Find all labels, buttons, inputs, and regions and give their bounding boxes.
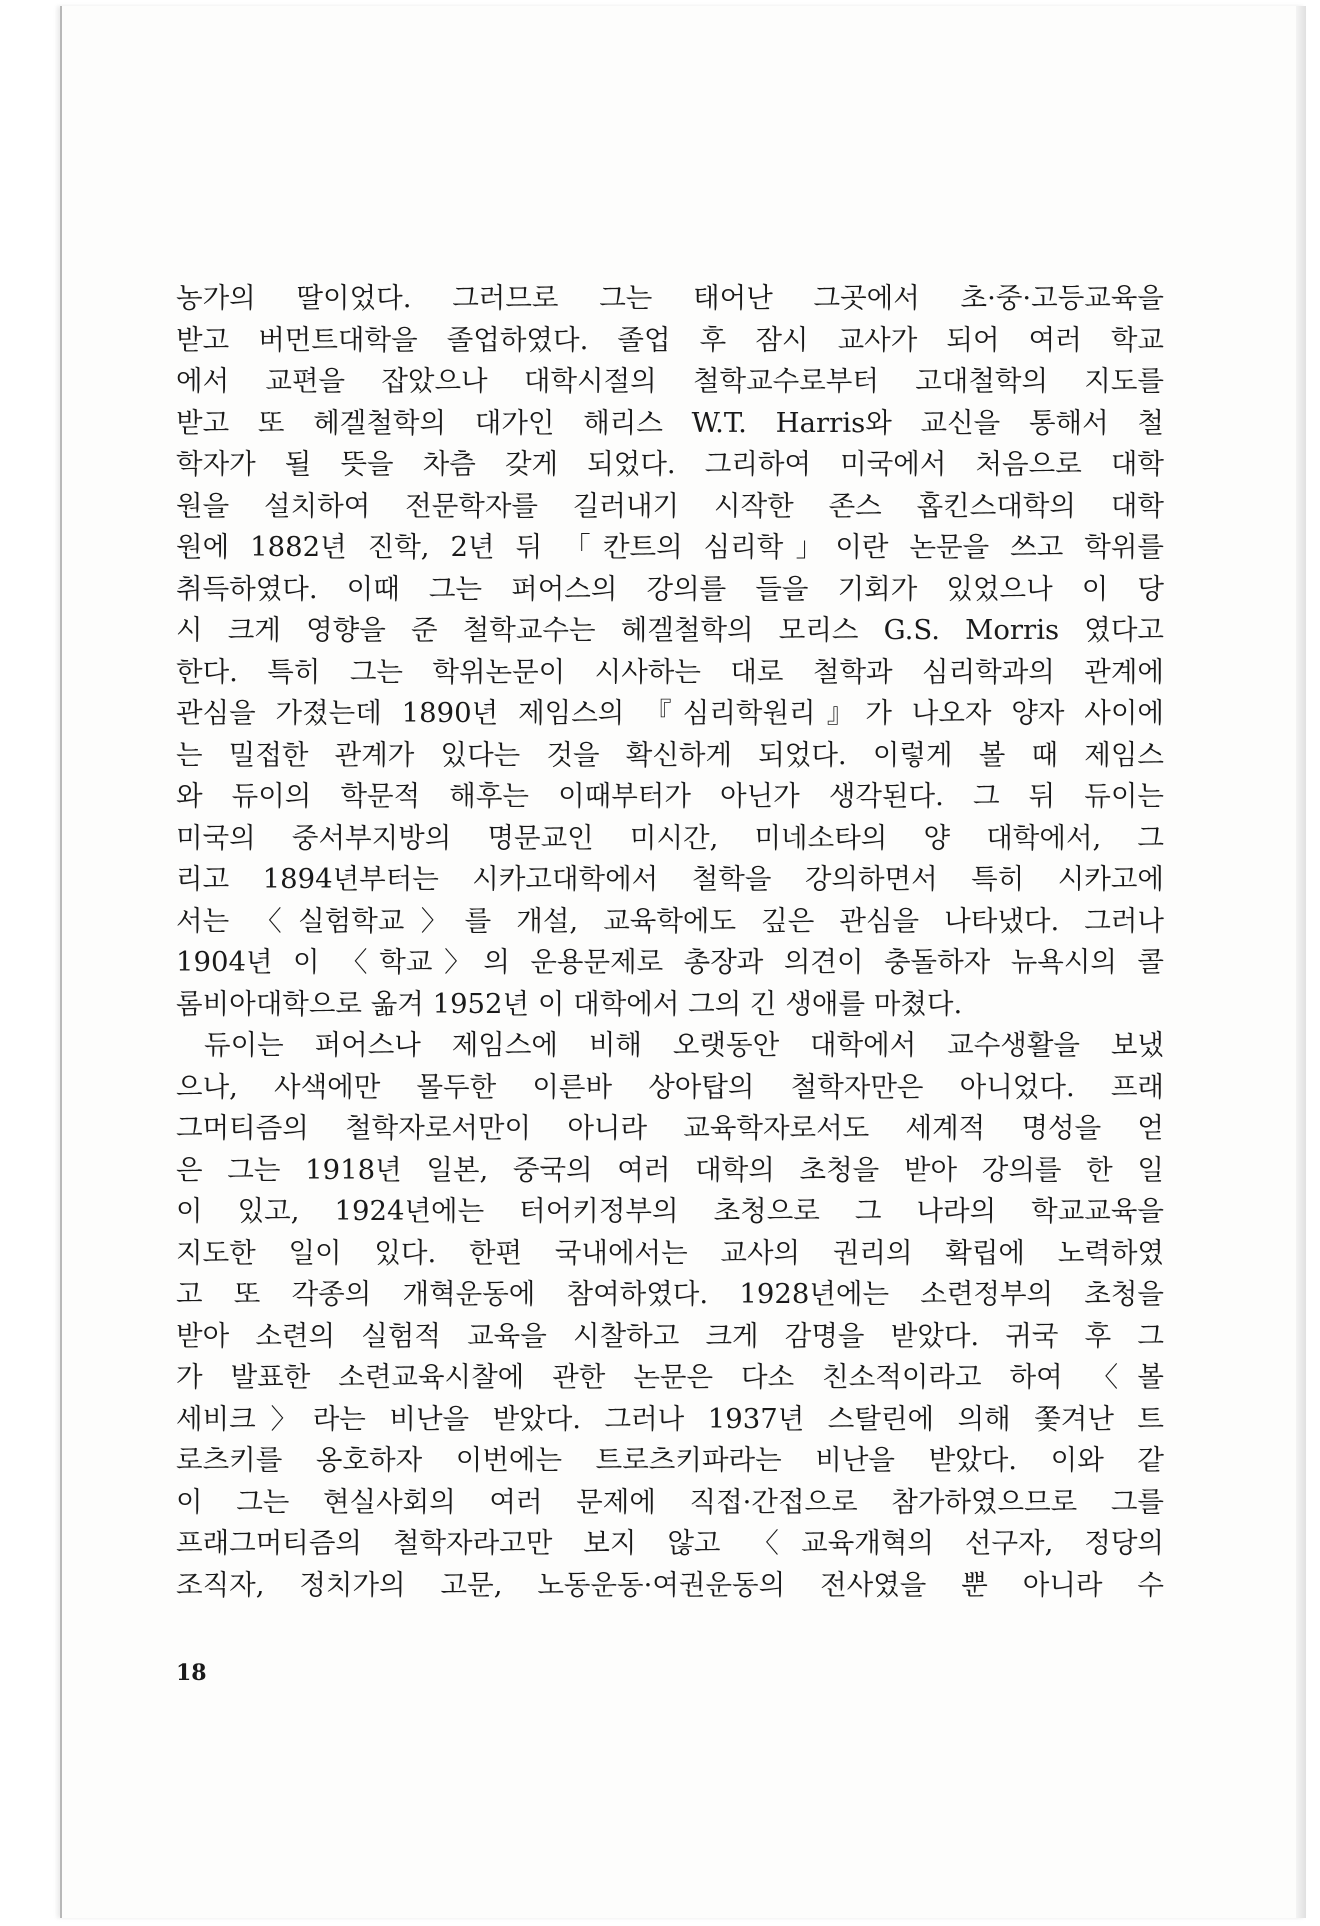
text-line: 학자가 될 뜻을 차츰 갖게 되었다. 그리하여 미국에서 처음으로 대학	[176, 448, 1164, 480]
text-line: 으나, 사색에만 몰두한 이른바 상아탑의 철학자만은 아니었다. 프래	[176, 1070, 1164, 1103]
text-line: 로츠키를 옹호하자 이번에는 트로츠키파라는 비난을 받았다. 이와 같	[176, 1444, 1164, 1476]
text-line: 고 또 각종의 개혁운동에 참여하였다. 1928년에는 소련정부의 초청을	[176, 1278, 1164, 1310]
text-line: 받아 소련의 실험적 교육을 시찰하고 크게 감명을 받았다. 귀국 후 그	[176, 1319, 1164, 1352]
text-line: 이 있고, 1924년에는 터어키정부의 초청으로 그 나라의 학교교육을	[176, 1195, 1164, 1227]
body-text	[176, 278, 1164, 1606]
text-line: 는 밀접한 관계가 있다는 것을 확신하게 되었다. 이렇게 볼 때 제임스	[176, 738, 1164, 771]
text-line: 취득하였다. 이때 그는 퍼어스의 강의를 들을 기회가 있었으나 이 당	[176, 572, 1164, 605]
text-line: 관심을 가졌는데 1890년 제임스의 『심리학원리』가 나오자 양자 사이에	[176, 697, 1164, 729]
text-line: 받고 또 헤겔철학의 대가인 해리스 W.T. Harris와 교신을 통해서 철	[176, 406, 1164, 439]
text-line: 1904년 이 〈학교〉의 운용문제로 총장과 의견이 충돌하자 뉴욕시의 콜	[176, 946, 1164, 978]
text-line: 미국의 중서부지방의 명문교인 미시간, 미네소타의 양 대학에서, 그	[176, 821, 1164, 854]
text-line: 받고 버먼트대학을 졸업하였다. 졸업 후 잠시 교사가 되어 여러 학교	[176, 323, 1164, 356]
text-line: 원에 1882년 진학, 2년 뒤 「칸트의 심리학」이란 논문을 쓰고 학위를	[176, 531, 1164, 563]
page-edge-shadow	[1296, 6, 1306, 1918]
paragraph-2	[176, 1025, 1164, 1606]
text-line: 가 발표한 소련교육시찰에 관한 논문은 다소 친소적이라고 하여 〈볼	[176, 1361, 1164, 1393]
text-line: 이 그는 현실사회의 여러 문제에 직접·간접으로 참가하였으므로 그를	[176, 1485, 1164, 1518]
text-line: 은 그는 1918년 일본, 중국의 여러 대학의 초청을 받아 강의를 한 일	[176, 1153, 1164, 1186]
text-line: 농가의 딸이었다. 그러므로 그는 태어난 그곳에서 초·중·고등교육을	[176, 282, 1164, 314]
text-line: 와 듀이의 학문적 해후는 이때부터가 아닌가 생각된다. 그 뒤 듀이는	[176, 780, 1164, 812]
text-line: 세비크〉라는 비난을 받았다. 그러나 1937년 스탈린에 의해 쫓겨난 트	[176, 1402, 1164, 1435]
text-line: 프래그머티즘의 철학자라고만 보지 않고 〈교육개혁의 선구자, 정당의	[176, 1527, 1164, 1559]
text-line: 지도한 일이 있다. 한편 국내에서는 교사의 권리의 확립에 노력하였	[176, 1236, 1164, 1269]
text-line: 에서 교편을 잡았으나 대학시절의 철학교수로부터 고대철학의 지도를	[176, 365, 1164, 397]
text-line: 듀이는 퍼어스나 제임스에 비해 오랫동안 대학에서 교수생활을 보냈	[204, 1029, 1164, 1061]
text-line: 원을 설치하여 전문학자를 길러내기 시작한 존스 홉킨스대학의 대학	[176, 489, 1164, 522]
text-line: 시 크게 영향을 준 철학교수는 헤겔철학의 모리스 G.S. Morris 였다고	[176, 614, 1164, 646]
text-line: 리고 1894년부터는 시카고대학에서 철학을 강의하면서 특히 시카고에	[176, 863, 1164, 895]
text-line: 그머티즘의 철학자로서만이 아니라 교육학자로서도 세계적 명성을 얻	[176, 1112, 1164, 1144]
text-line: 조직자, 정치가의 고문, 노동운동·여권운동의 전사였을 뿐 아니라 수	[176, 1568, 1164, 1601]
text-line: 한다. 특히 그는 학위논문이 시사하는 대로 철학과 심리학과의 관계에	[176, 655, 1164, 688]
text-line: 롬비아대학으로 옮겨 1952년 이 대학에서 그의 긴 생애를 마쳤다.	[176, 987, 963, 1020]
text-line: 서는 〈실험학교〉를 개설, 교육학에도 깊은 관심을 나타냈다. 그러나	[176, 904, 1164, 937]
page-number: 18	[176, 1660, 207, 1686]
paragraph-1	[176, 278, 1164, 1025]
